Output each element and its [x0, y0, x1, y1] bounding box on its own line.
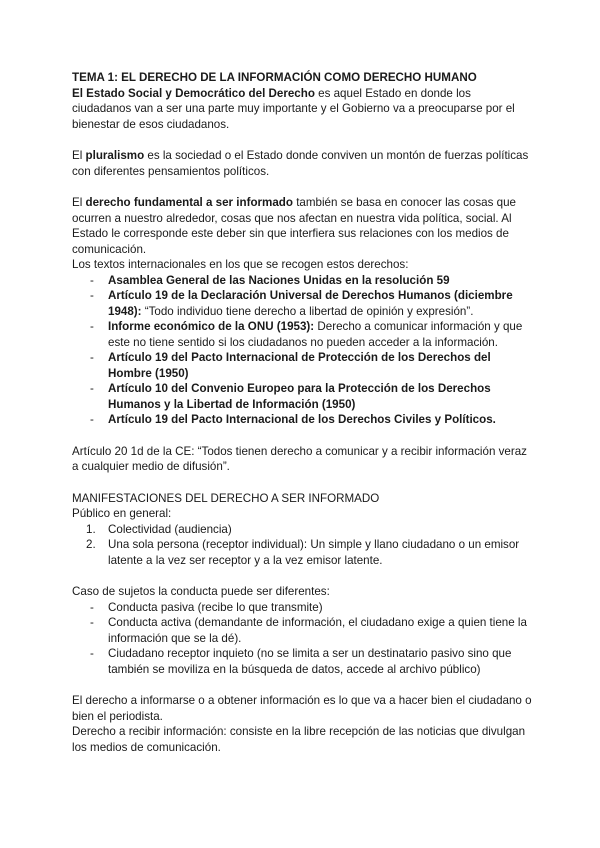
paragraph-estado-social [72, 86, 532, 133]
dash-marker: - [90, 382, 94, 395]
paragraph-articulo-20: Artículo 20 1d de la CE: “Todos tienen derecho a comunicar y a recibir información veraz a cualquier medio de difusión”. [72, 444, 527, 473]
term-pluralismo: pluralismo [85, 149, 145, 162]
dash-marker: - [90, 273, 94, 287]
dash-marker: - [90, 413, 94, 426]
list-item-text: Conducta activa (demandante de información, el ciudadano exige a quien tiene la información que se la dé). [108, 616, 527, 645]
list-item-bold: Informe económico de la ONU (1953): [108, 320, 315, 333]
paragraph-recibir-informacion: Derecho a recibir información: consiste en la libre recepción de las noticias que divulgan los medios de comunicación. [72, 725, 526, 754]
paragraph-derecho-informado [72, 195, 532, 257]
dash-marker: - [90, 600, 94, 614]
list-item-bold: Artículo 19 de la Declaración Universal de Derechos Humanos (diciembre 1948): [108, 289, 513, 318]
list-item [72, 646, 532, 677]
list-item-bold: Artículo 19 del Pacto Internacional de los Derechos Civiles y Políticos. [108, 413, 496, 426]
paragraph-text: es la sociedad o el Estado donde conviven un montón de fuerzas políticas con diferentes pensamientos políticos. [72, 149, 529, 178]
list-item [72, 412, 532, 428]
subjects-intro: Caso de sujetos la conducta puede ser diferentes: [72, 585, 330, 598]
dash-marker: - [90, 320, 94, 333]
dash-marker: - [90, 351, 94, 364]
list-item-text: Colectividad (audiencia) [108, 522, 232, 536]
list-item-text: Conducta pasiva (recibe lo que transmite) [108, 600, 323, 614]
list-item [72, 600, 532, 616]
public-list [72, 522, 532, 569]
list-item [72, 522, 532, 538]
texts-intro: Los textos internacionales en los que se recogen estos derechos: [72, 258, 409, 271]
dash-marker: - [90, 647, 94, 660]
list-item-text: Ciudadano receptor inquieto (no se limita a ser un destinatario pasivo sino que también se moviliza en la búsqueda de datos, accede al archivo público) [108, 647, 512, 676]
paragraph-pluralismo [72, 148, 532, 179]
list-item [72, 381, 532, 412]
list-item [72, 350, 532, 381]
list-item [72, 273, 532, 289]
list-item-text: “Todo individuo tiene derecho a libertad de opinión y expresión”. [141, 304, 474, 318]
subjects-list [72, 600, 532, 678]
dash-marker: - [90, 616, 94, 629]
document-page [72, 70, 532, 755]
list-number: 1. [86, 522, 96, 536]
paragraph-prefix: El [72, 196, 86, 209]
paragraph-prefix: El [72, 149, 86, 162]
list-item-text: Una sola persona (receptor individual): Un simple y llano ciudadano o un emisor latente a la vez ser receptor y a la vez emisor latente. [108, 538, 520, 567]
list-item-bold: Artículo 19 del Pacto Internacional de Protección de los Derechos del Hombre (1950) [108, 351, 491, 380]
list-number: 2. [86, 538, 96, 551]
list-item [72, 615, 532, 646]
list-item [72, 537, 532, 568]
paragraph-text: también se basa en conocer las cosas que ocurren a nuestro alrededor, cosas que nos afectan en nuestra vida política, social. Al Estado le corresponde este deber sin que interfiera sus relaciones con los medios de comunicación. [72, 196, 516, 256]
term-derecho-informado: derecho fundamental a ser informado [85, 196, 293, 209]
intl-texts-list [72, 273, 532, 428]
list-item-bold: Artículo 10 del Convenio Europeo para la Protección de los Derechos Humanos y la Libertad de Información (1950) [108, 382, 491, 411]
list-item-text: Derecho a comunicar información y que este no tiene sentido si los ciudadanos no pueden acceder a la información. [108, 320, 523, 349]
paragraph-text: es aquel Estado en donde los ciudadanos van a ser una parte muy importante y el Gobierno va a preocuparse por el bienestar de esos ciudadanos. [72, 86, 515, 131]
list-item [72, 288, 532, 319]
section-title: MANIFESTACIONES DEL DERECHO A SER INFORMADO [72, 491, 380, 505]
page-title: TEMA 1: EL DERECHO DE LA INFORMACIÓN COMO DERECHO HUMANO [72, 71, 477, 84]
list-item [72, 319, 532, 350]
list-item-bold: Asamblea General de las Naciones Unidas en la resolución 59 [108, 273, 450, 287]
public-intro: Público en general: [72, 507, 172, 520]
paragraph-informarse: El derecho a informarse o a obtener información es lo que va a hacer bien el ciudadano o bien el periodista. [72, 694, 532, 723]
term-estado-social: El Estado Social y Democrático del Derecho [72, 86, 315, 100]
dash-marker: - [90, 289, 94, 302]
